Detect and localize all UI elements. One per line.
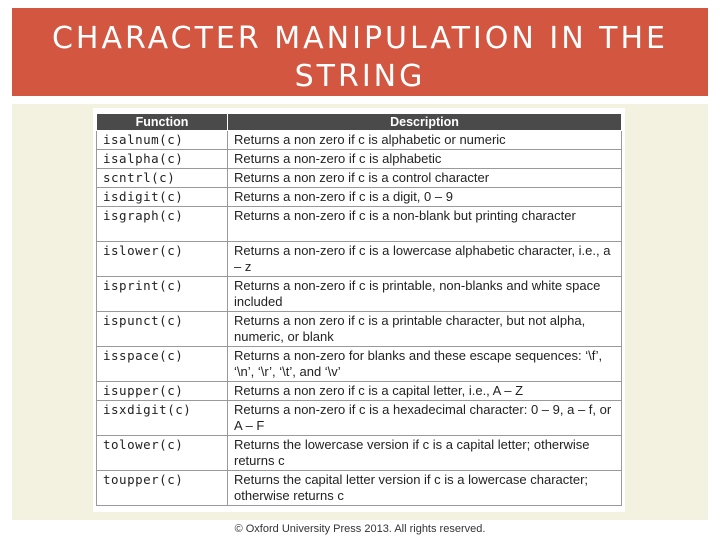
- function-table: [96, 113, 622, 506]
- header-function: Function: [97, 114, 228, 131]
- slide-title-bar: [12, 8, 708, 96]
- table-row: [97, 347, 622, 382]
- table-frame: [93, 108, 625, 512]
- function-cell: isspace(c): [97, 347, 228, 382]
- function-cell: isprint(c): [97, 277, 228, 312]
- function-cell: isupper(c): [97, 382, 228, 401]
- table-row: [97, 150, 622, 169]
- function-cell: scntrl(c): [97, 169, 228, 188]
- table-row: [97, 401, 622, 436]
- table-row: [97, 169, 622, 188]
- function-cell: toupper(c): [97, 471, 228, 506]
- function-cell: ispunct(c): [97, 312, 228, 347]
- table-row: [97, 131, 622, 150]
- table-row: [97, 188, 622, 207]
- description-cell: Returns a non-zero if c is alphabetic: [228, 150, 622, 169]
- description-cell: Returns a non-zero if c is a digit, 0 – 9: [228, 188, 622, 207]
- table-row: [97, 242, 622, 277]
- function-cell: tolower(c): [97, 436, 228, 471]
- function-cell: isxdigit(c): [97, 401, 228, 436]
- description-cell: Returns a non zero if c is a printable character, but not alpha, numeric, or blank: [228, 312, 622, 347]
- description-cell: Returns a non-zero if c is printable, non-blanks and white space included: [228, 277, 622, 312]
- header-description: Description: [228, 114, 622, 131]
- description-cell: Returns a non-zero for blanks and these escape sequences: ‘\f’, ‘\n’, ‘\r’, ‘\t’, and ‘\v’: [228, 347, 622, 382]
- table-row: [97, 312, 622, 347]
- copyright-footer: © Oxford University Press 2013. All rights reserved.: [234, 523, 486, 535]
- description-cell: Returns a non zero if c is a capital letter, i.e., A – Z: [228, 382, 622, 401]
- table-row: [97, 436, 622, 471]
- description-cell: Returns a non-zero if c is a lowercase alphabetic character, i.e., a – z: [228, 242, 622, 277]
- table-row: [97, 207, 622, 242]
- function-cell: isalnum(c): [97, 131, 228, 150]
- function-cell: isdigit(c): [97, 188, 228, 207]
- description-cell: Returns the capital letter version if c is a lowercase character; otherwise returns c: [228, 471, 622, 506]
- function-cell: isalpha(c): [97, 150, 228, 169]
- function-cell: isgraph(c): [97, 207, 228, 242]
- description-cell: Returns a non-zero if c is a non-blank but printing character: [228, 207, 622, 242]
- slide-title: CHARACTER MANIPULATION IN THE STRING: [51, 21, 669, 94]
- table-header-row: [97, 114, 622, 131]
- description-cell: Returns a non zero if c is alphabetic or numeric: [228, 131, 622, 150]
- table-row: [97, 471, 622, 506]
- table-row: [97, 277, 622, 312]
- description-cell: Returns a non-zero if c is a hexadecimal character: 0 – 9, a – f, or A – F: [228, 401, 622, 436]
- description-cell: Returns a non zero if c is a control character: [228, 169, 622, 188]
- description-cell: Returns the lowercase version if c is a capital letter; otherwise returns c: [228, 436, 622, 471]
- function-cell: islower(c): [97, 242, 228, 277]
- table-row: [97, 382, 622, 401]
